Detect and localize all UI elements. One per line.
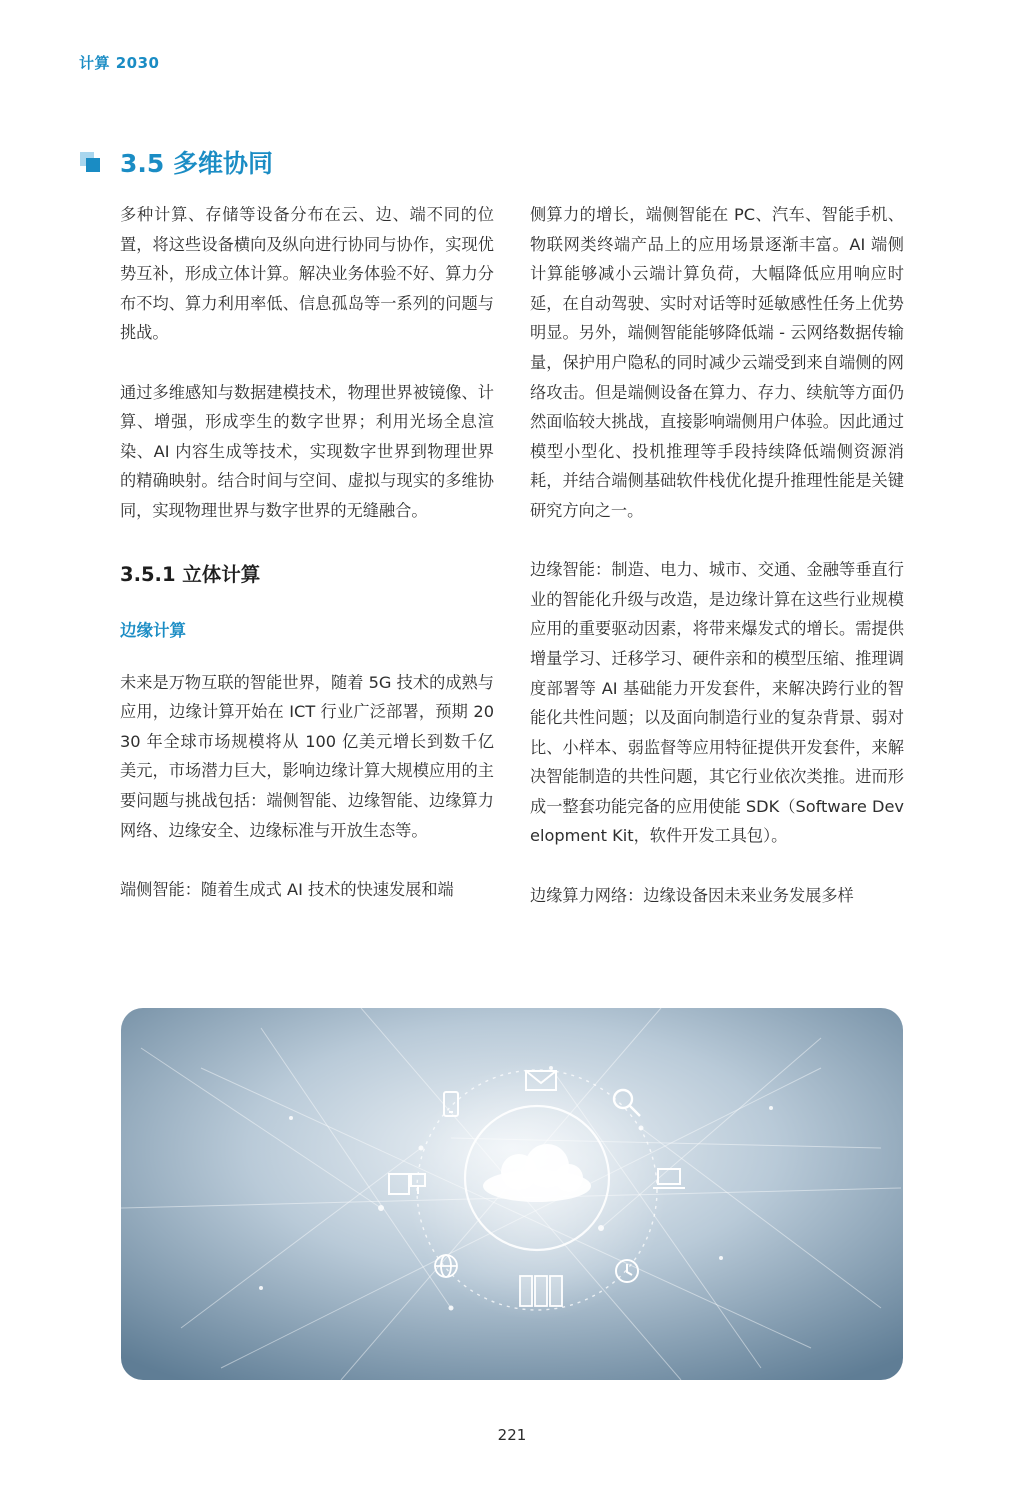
paragraph: 边缘智能：制造、电力、城市、交通、金融等垂直行业的智能化升级与改造，是边缘计算在这些行业规模应用的重要驱动因素，将带来爆发式的增长。需提供增量学习、迁移学习、硬件亲和的模型压缩、推理调度部署等 AI 基础能力开发套件，来解决跨行业的智能化共性问题；以及面向制造行业的复杂背景、弱对比、小样本、弱监督等应用特征提供开发套件，来解决智能制造的共性问题，其它行业依次类推。进而形成一整套功能完备的应用使能 SDK（Software Development Kit，软件开发工具包）。 bbox=[530, 560, 904, 846]
section-bullet-icon bbox=[80, 152, 102, 172]
paragraph: 通过多维感知与数据建模技术，物理世界被镜像、计算、增强，形成孪生的数字世界；利用光场全息渲染、AI 内容生成等技术，实现数字世界到物理世界的精确映射。结合时间与空间、虚拟与现实的多维协同，实现物理世界与数字世界的无缝融合。 bbox=[120, 382, 494, 520]
left-column bbox=[120, 200, 494, 904]
right-column bbox=[530, 200, 904, 910]
paragraph: 多种计算、存储等设备分布在云、边、端不同的位置，将这些设备横向及纵向进行协同与协作，实现优势互补，形成立体计算。解决业务体验不好、算力分布不均、算力利用率低、信息孤岛等一系列的问题与挑战。 bbox=[120, 205, 494, 343]
paragraph: 端侧智能：随着生成式 AI 技术的快速发展和端 bbox=[120, 879, 454, 899]
hero-image bbox=[121, 1008, 903, 1380]
paragraph: 侧算力的增长，端侧智能在 PC、汽车、智能手机、物联网类终端产品上的应用场景逐渐丰富。AI 端侧计算能够减小云端计算负荷，大幅降低应用响应时延，在自动驾驶、实时对话等时延敏感性任务上优势明显。另外，端侧智能能够降低端 - 云网络数据传输量，保护用户隐私的同时减少云端受到来自端侧的网络攻击。但是端侧设备在算力、存力、续航等方面仍然面临较大挑战，直接影响端侧用户体验。因此通过模型小型化、投机推理等手段持续降低端侧资源消耗，并结合端侧基础软件栈优化提升推理性能是关键研究方向之一。 bbox=[530, 205, 904, 520]
server-icon bbox=[520, 1276, 562, 1306]
section-heading bbox=[80, 142, 273, 182]
paragraph: 边缘算力网络：边缘设备因未来业务发展多样 bbox=[530, 885, 854, 905]
page-number: 221 bbox=[497, 1426, 527, 1444]
running-header: 计算 2030 bbox=[79, 54, 160, 72]
paragraph: 未来是万物互联的智能世界，随着 5G 技术的成熟与应用，边缘计算开始在 ICT 行业广泛部署，预期 2030 年全球市场规模将从 100 亿美元增长到数千亿美元，市场潜力巨大，影响边缘计算大规模应用的主要问题与挑战包括：端侧智能、边缘智能、边缘算力网络、边缘安全、边缘标准与开放生态等。 bbox=[120, 672, 494, 840]
subsection-title: 3.5.1 立体计算 bbox=[120, 562, 261, 586]
section-title: 3.5 多维协同 bbox=[120, 149, 273, 178]
subsubsection-title: 边缘计算 bbox=[120, 620, 186, 640]
